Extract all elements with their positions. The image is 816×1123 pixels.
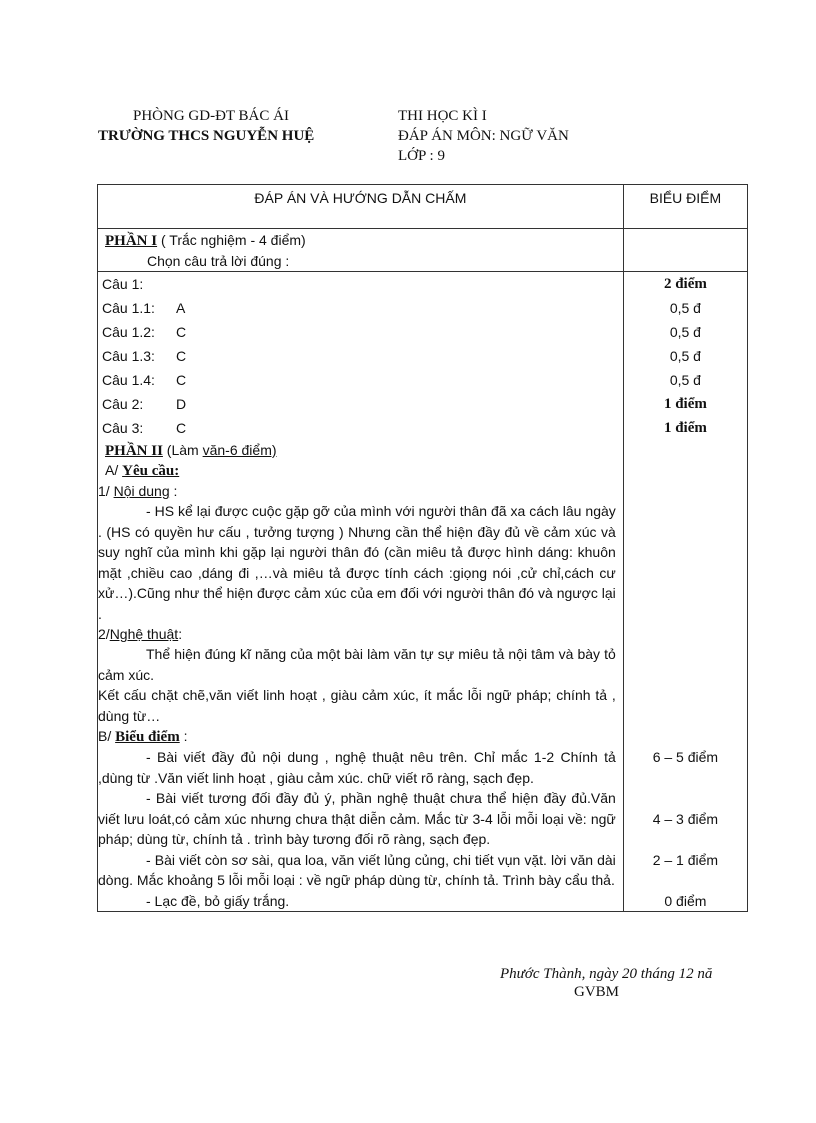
criterion-text: - Lạc đề, bỏ giấy trắng. — [146, 892, 290, 909]
criterion-text: - Bài viết còn sơ sài, qua loa, văn viết lủng củng, chi tiết vụn vặt. lời văn dài dòng. Mắc khoảng 5 lỗi mỗi loại : về ngữ pháp dùng từ, chính tả. Trình bày cẩu thả. — [98, 851, 616, 888]
content-heading: 1/ Nội dung : — [98, 483, 178, 499]
question-answer: C — [176, 420, 187, 436]
grade-label: LỚP : 9 — [398, 148, 445, 164]
section-b-heading: B/ Biểu điểm : — [98, 728, 188, 745]
part2-header: PHẦN II (Làm văn-6 điểm) — [105, 442, 277, 459]
part1-header-cell — [98, 229, 624, 272]
exam-title: THI HỌC KÌ I — [398, 108, 487, 124]
school-name: TRƯỜNG THCS NGUYỄN HUỆ — [98, 128, 315, 144]
criterion-text: - Bài viết đầy đủ nội dung , nghệ thuật nêu trên. Chỉ mắc 1-2 Chính tả ,dùng từ .Văn viết linh hoạt , giàu cảm xúc. chữ viết rõ ràng, sạch đẹp. — [98, 749, 616, 786]
question-score: 0,5 đ — [669, 348, 701, 364]
question-score: 2 điểm — [663, 276, 707, 292]
criterion-text: - Bài viết tương đối đầy đủ ý, phần nghệ thuật chưa thể hiện đầy đủ.Văn viết lưu loát,có cảm xúc nhưng chưa thật diễn cảm. Mắc từ 3-4 lỗi mỗi loại về: ngữ pháp; dùng từ, chính tả . trình bày tương đối rõ ràng, sạch đẹp. — [98, 790, 616, 847]
question-row — [102, 320, 616, 344]
question-score: 0,5 đ — [669, 300, 701, 316]
part1-instruction: Chọn câu trả lời đúng : — [147, 253, 290, 269]
part1-title: PHẦN I — [105, 233, 158, 249]
section-a-heading: A/ Yêu cầu: — [105, 462, 180, 479]
content-description: - HS kể lại được cuộc gặp gỡ của mình với người thân đã xa cách lâu ngày . (HS có quyền hư cấu , tưởng tượng ) Nhưng cần thể hiện đầy đủ về cảm xúc và suy nghĩ của mình khi gặp lại người thân đó (cần miêu tả được hình dáng: khuôn mặt ,chiều cao ,dáng đi ,…và miêu tả được tính cách :giọng nói ,cử chỉ,cách cư xử…).Cũng như thể hiện được cảm xúc của em đối với người thân đó và ngược lại . — [98, 503, 616, 622]
criterion-score: 2 – 1 điểm — [652, 851, 719, 868]
question-score: 1 điểm — [663, 420, 707, 436]
question-row — [102, 368, 616, 392]
scores-cell — [623, 272, 747, 912]
question-row — [102, 296, 616, 320]
question-row — [102, 416, 616, 440]
question-answer: C — [176, 348, 187, 364]
question-label: Câu 1.2: — [102, 324, 155, 340]
question-answer: D — [176, 396, 187, 412]
question-label: Câu 1.4: — [102, 372, 155, 388]
subject-title: ĐÁP ÁN MÔN: NGỮ VĂN — [398, 128, 569, 144]
answer-column-header: ĐÁP ÁN VÀ HƯỚNG DẪN CHẤM — [98, 185, 624, 229]
question-label: Câu 2: — [102, 396, 144, 412]
question-score: 0,5 đ — [669, 324, 701, 340]
criterion-score: 4 – 3 điểm — [652, 810, 719, 827]
art-heading: 2/Nghệ thuật: — [98, 626, 183, 642]
question-score: 1 điểm — [663, 396, 707, 412]
art-description: Thể hiện đúng kĩ năng của một bài làm văn tự sự miêu tả nội tâm và bày tỏ cảm xúc. — [98, 646, 616, 683]
art-structure: Kết cấu chặt chẽ,văn viết linh hoạt , giàu cảm xúc, ít mắc lỗi ngữ pháp; chính tả , dùng từ… — [98, 687, 616, 724]
question-label: Câu 1: — [102, 276, 144, 292]
criteria-list — [98, 747, 616, 911]
criterion-score: 0 điểm — [664, 892, 707, 909]
question-row — [102, 344, 616, 368]
question-row — [102, 272, 616, 296]
score-list — [624, 272, 747, 440]
signer-label: GVBM — [574, 984, 620, 1000]
score-column-header: BIỂU ĐIỂM — [623, 185, 747, 229]
question-list — [102, 272, 616, 440]
content-cell — [98, 272, 624, 912]
criterion-score: 6 – 5 điểm — [652, 749, 719, 765]
question-label: Câu 1.1: — [102, 300, 155, 316]
question-label: Câu 1.3: — [102, 348, 155, 364]
part1-subtitle: ( Trắc nghiệm - 4 điểm) — [157, 232, 306, 248]
part2-title: PHẦN II — [105, 443, 163, 459]
place-date: Phước Thành, ngày 20 tháng 12 nă — [500, 966, 713, 982]
question-row — [102, 392, 616, 416]
answer-table — [97, 184, 748, 912]
question-label: Câu 3: — [102, 420, 144, 436]
question-answer: C — [176, 324, 187, 340]
part1-score-cell — [623, 229, 747, 272]
question-score: 0,5 đ — [669, 372, 701, 388]
question-answer: A — [176, 300, 186, 316]
department-name: PHÒNG GD-ĐT BÁC ÁI — [133, 108, 289, 124]
question-answer: C — [176, 372, 187, 388]
